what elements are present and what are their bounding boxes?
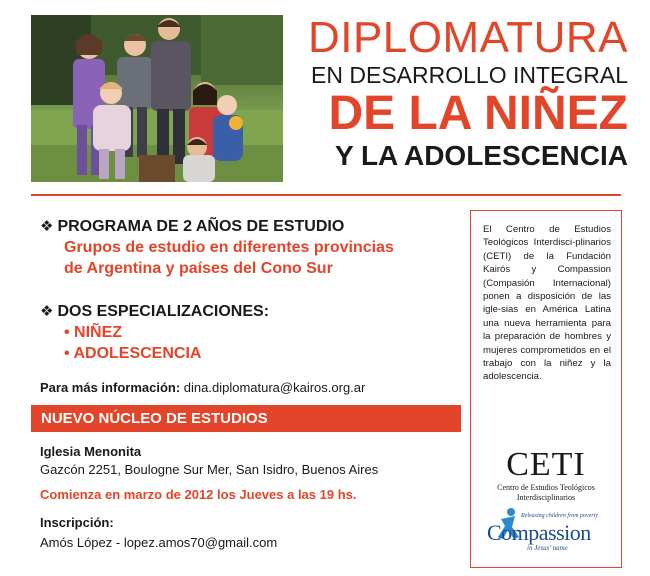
new-center-banner: NUEVO NÚCLEO DE ESTUDIOS [31,405,461,432]
program-line: Grupos de estudio en diferentes provincias [64,239,394,256]
program-heading [40,217,460,237]
sidebar-box [470,210,622,568]
title-subline: EN DESARROLLO INTEGRAL [311,62,628,88]
top-divider [31,194,621,196]
venue-address: Gazcón 2251, Boulogne Sur Mer, San Isidro, Buenos Aires [40,462,379,477]
ceti-subtitle: Centro de Estudios Teológicos [497,483,595,492]
more-info-label: Para más información: [40,380,181,395]
compassion-jesus: in Jesus' name [527,544,568,552]
registration-label: Inscripción: [40,515,114,530]
diamond-bullet-icon: ❖ [40,218,54,235]
ceti-logo-block [471,447,621,503]
registration-contact[interactable]: Amós López - lopez.amos70@gmail.com [40,535,278,550]
program-line: de Argentina y países del Cono Sur [64,260,333,277]
children-photo [31,15,283,182]
more-info [40,380,365,396]
venue-name: Iglesia Menonita [40,444,142,459]
specializations-heading [40,302,460,322]
ceti-subtitle: Interdisciplinarios [516,493,576,502]
specializations-heading-text: DOS ESPECIALIZACIONES: [57,303,270,320]
specialization-item: • NIÑEZ [64,324,123,341]
start-date: Comienza en marzo de 2012 los Jueves a las 19 hs. [40,487,357,502]
title-diplomatura: DIPLOMATURA [307,13,628,62]
sidebar-description: El Centro de Estudios Teológicos Interdisci-plinarios (CETI) de la Fundación Kairós y Compassion (Compasión Internacional) ponen a disposición de las igle-sias en América Latina una nueva herramienta para la preparación de hombres y mujeres comprometidos en el trabajo con la niñez y la adolescencia. [483,224,611,383]
ceti-logo: CETI [506,446,586,483]
title-adolescencia: Y LA ADOLESCENCIA [335,140,628,171]
more-info-email[interactable]: dina.diplomatura@kairos.org.ar [183,380,366,395]
title-ninez: DE LA NIÑEZ [328,87,628,140]
compassion-logo [481,507,613,557]
compassion-wordmark: Compassion [487,520,591,545]
title-block [288,14,628,172]
specialization-item: • ADOLESCENCIA [64,345,202,362]
program-heading-text: PROGRAMA DE 2 AÑOS DE ESTUDIO [57,218,345,235]
compassion-tagline: Releasing children from poverty [521,513,599,519]
diamond-bullet-icon: ❖ [40,303,54,320]
program-section [40,217,460,279]
specializations-section [40,302,460,364]
